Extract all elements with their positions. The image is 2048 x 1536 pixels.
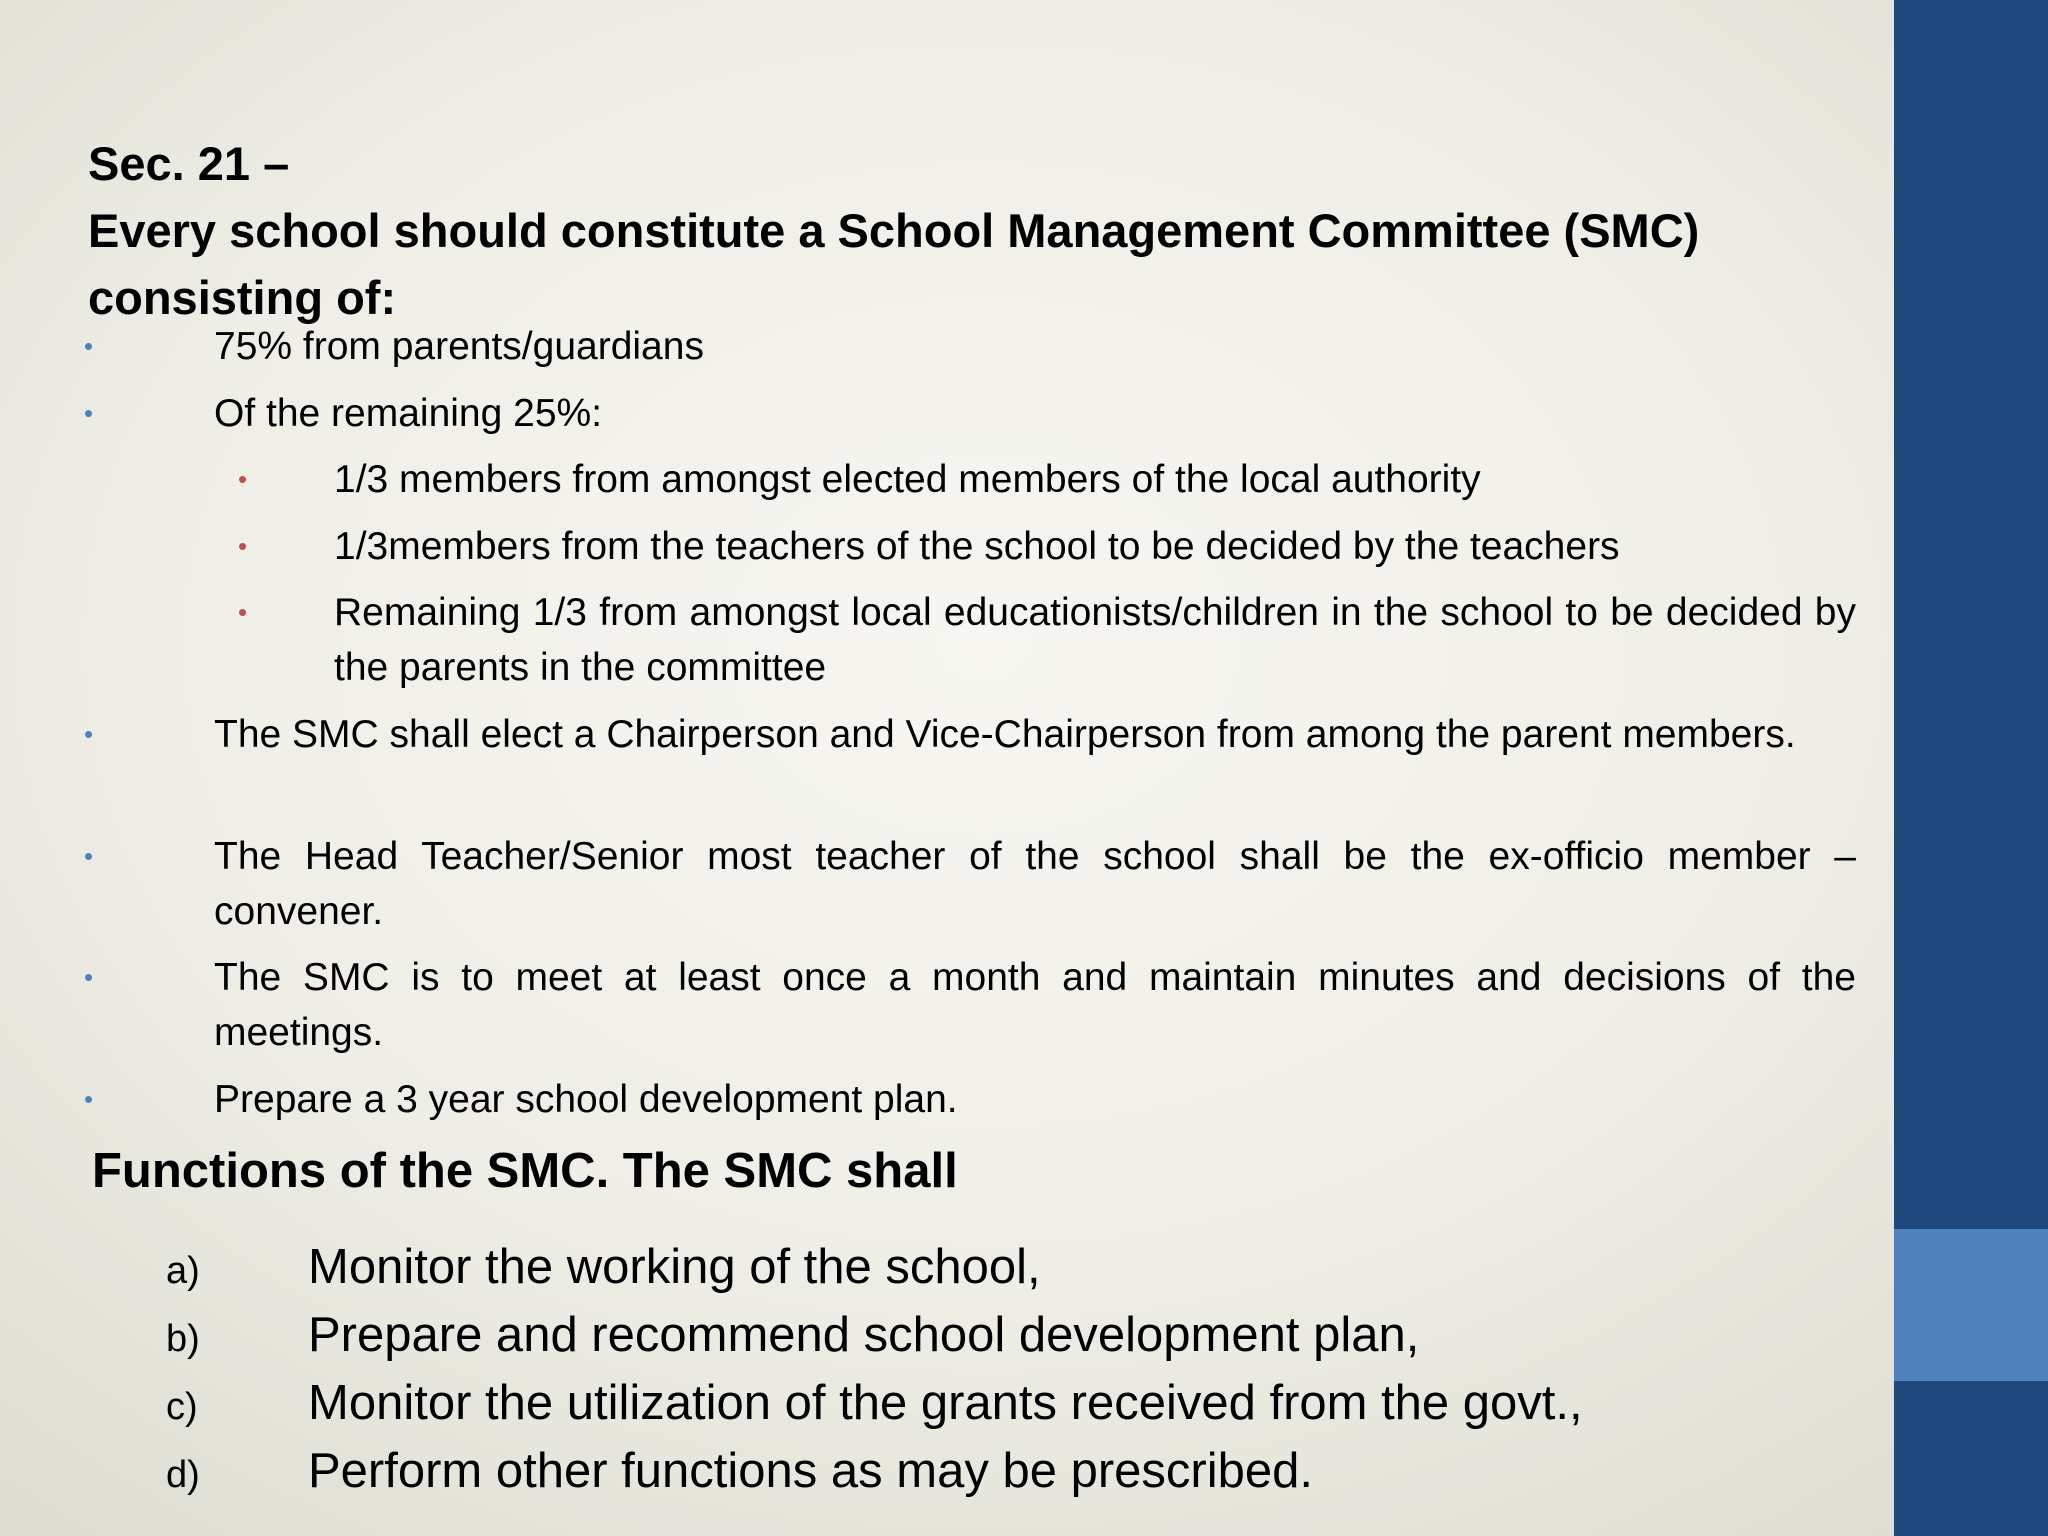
bullet-text: Prepare a 3 year school development plan. (214, 1078, 958, 1121)
title-statement-continued: consisting of: (88, 271, 397, 324)
sub-bullet-marker: • (238, 597, 248, 627)
bullet-item-head-teacher (84, 829, 1856, 939)
sub-bullet-marker: • (238, 464, 248, 494)
bullet-text: 75% from parents/guardians (214, 325, 704, 368)
sub-bullet-marker: • (238, 531, 248, 561)
bullet-text: 1/3members from the teachers of the school to be decided by the teachers (334, 525, 1620, 568)
sidebar-accent-block (1894, 1229, 2048, 1381)
bullet-marker: • (84, 398, 94, 428)
function-letter: c) (166, 1386, 198, 1428)
bullet-item-remaining (84, 386, 1854, 441)
slide-title (88, 130, 1888, 331)
function-item-other (0, 1437, 1894, 1505)
sub-bullet-local-authority (238, 452, 1854, 507)
bullet-item-parents (84, 319, 1854, 374)
function-letter: d) (166, 1454, 200, 1496)
bullet-text: The SMC is to meet at least once a month and maintain minutes and decisions of the meetings. (214, 956, 1856, 1054)
function-letter: a) (166, 1250, 200, 1292)
bullet-text: Remaining 1/3 from amongst local educationists/children in the school to be decided by the parents in the committee (334, 591, 1856, 689)
function-item-development-plan (0, 1301, 1894, 1369)
function-text: Monitor the utilization of the grants received from the govt., (308, 1376, 1583, 1430)
functions-heading: Functions of the SMC. The SMC shall (92, 1144, 958, 1198)
title-section-number: Sec. 21 – (88, 137, 290, 190)
bullet-text: Of the remaining 25%: (214, 392, 603, 435)
bullet-marker: • (84, 1084, 94, 1114)
function-text: Perform other functions as may be prescribed. (308, 1444, 1313, 1498)
bullet-text: 1/3 members from amongst elected members of the local authority (334, 458, 1481, 501)
sub-bullet-teachers (238, 519, 1854, 574)
bullet-item-meetings (84, 950, 1856, 1060)
bullet-marker: • (84, 962, 94, 992)
bullet-item-chairperson (84, 707, 1856, 762)
bullet-marker: • (84, 841, 94, 871)
function-text: Prepare and recommend school development plan, (308, 1308, 1420, 1362)
function-text: Monitor the working of the school, (308, 1240, 1041, 1294)
function-item-monitor-school (0, 1233, 1894, 1301)
function-letter: b) (166, 1318, 200, 1360)
bullet-item-development-plan (84, 1072, 1854, 1127)
function-item-grants (0, 1369, 1894, 1437)
bullet-marker: • (84, 719, 94, 749)
bullet-text: The Head Teacher/Senior most teacher of the school shall be the ex-officio member – convener. (214, 835, 1856, 933)
sub-bullet-educationists (238, 585, 1856, 695)
title-statement: Every school should constitute a School Management Committee (SMC) (88, 204, 1700, 257)
bullet-marker: • (84, 331, 94, 361)
bullet-text: The SMC shall elect a Chairperson and Vice-Chairperson from among the parent members. (214, 713, 1796, 756)
